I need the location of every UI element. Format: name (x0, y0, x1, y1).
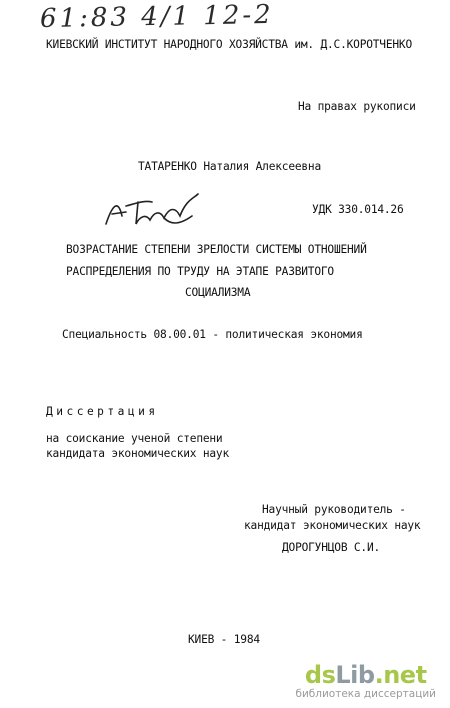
watermark-subtitle: библиотека диссертаций (295, 688, 436, 700)
watermark-logo: dsLib.net (304, 661, 427, 689)
institute-name: КИЕВСКИЙ ИНСТИТУТ НАРОДНОГО ХОЗЯЙСТВА им. Д.С.КОРОТЧЕНКО (46, 38, 412, 51)
supervisor-name: ДОРОГУНЦОВ С.И. (282, 541, 381, 554)
supervisor-line-1: Научный руководитель - (262, 503, 406, 516)
city-year: КИЕВ - 1984 (188, 633, 260, 646)
degree-line-1: на соискание ученой степени (46, 432, 223, 445)
author-name: ТАТАРЕНКО Наталия Алексеевна (138, 160, 321, 173)
handwritten-signature (100, 186, 210, 236)
specialty: Специальность 08.00.01 - политическая экономия (62, 328, 363, 341)
handwritten-archive-number: 61:83 4/1 12-2 (39, 0, 274, 35)
dslib-watermark (295, 662, 436, 700)
supervisor-line-2: кандидат экономических наук (244, 519, 421, 532)
udk-code: УДК 330.014.26 (312, 203, 404, 216)
thesis-title-line-1: ВОЗРАСТАНИЕ СТЕПЕНИ ЗРЕЛОСТИ СИСТЕМЫ ОТНОШЕНИЙ (66, 243, 367, 256)
degree-line-2: кандидата экономических наук (46, 447, 229, 460)
manuscript-rights-note: На правах рукописи (298, 100, 416, 113)
dissertation-label: Диссертация (46, 405, 159, 418)
thesis-title-line-3: СОЦИАЛИЗМА (185, 286, 251, 299)
thesis-title-line-2: РАСПРЕДЕЛЕНИЯ ПО ТРУДУ НА ЭТАПЕ РАЗВИТОГО (66, 265, 334, 278)
